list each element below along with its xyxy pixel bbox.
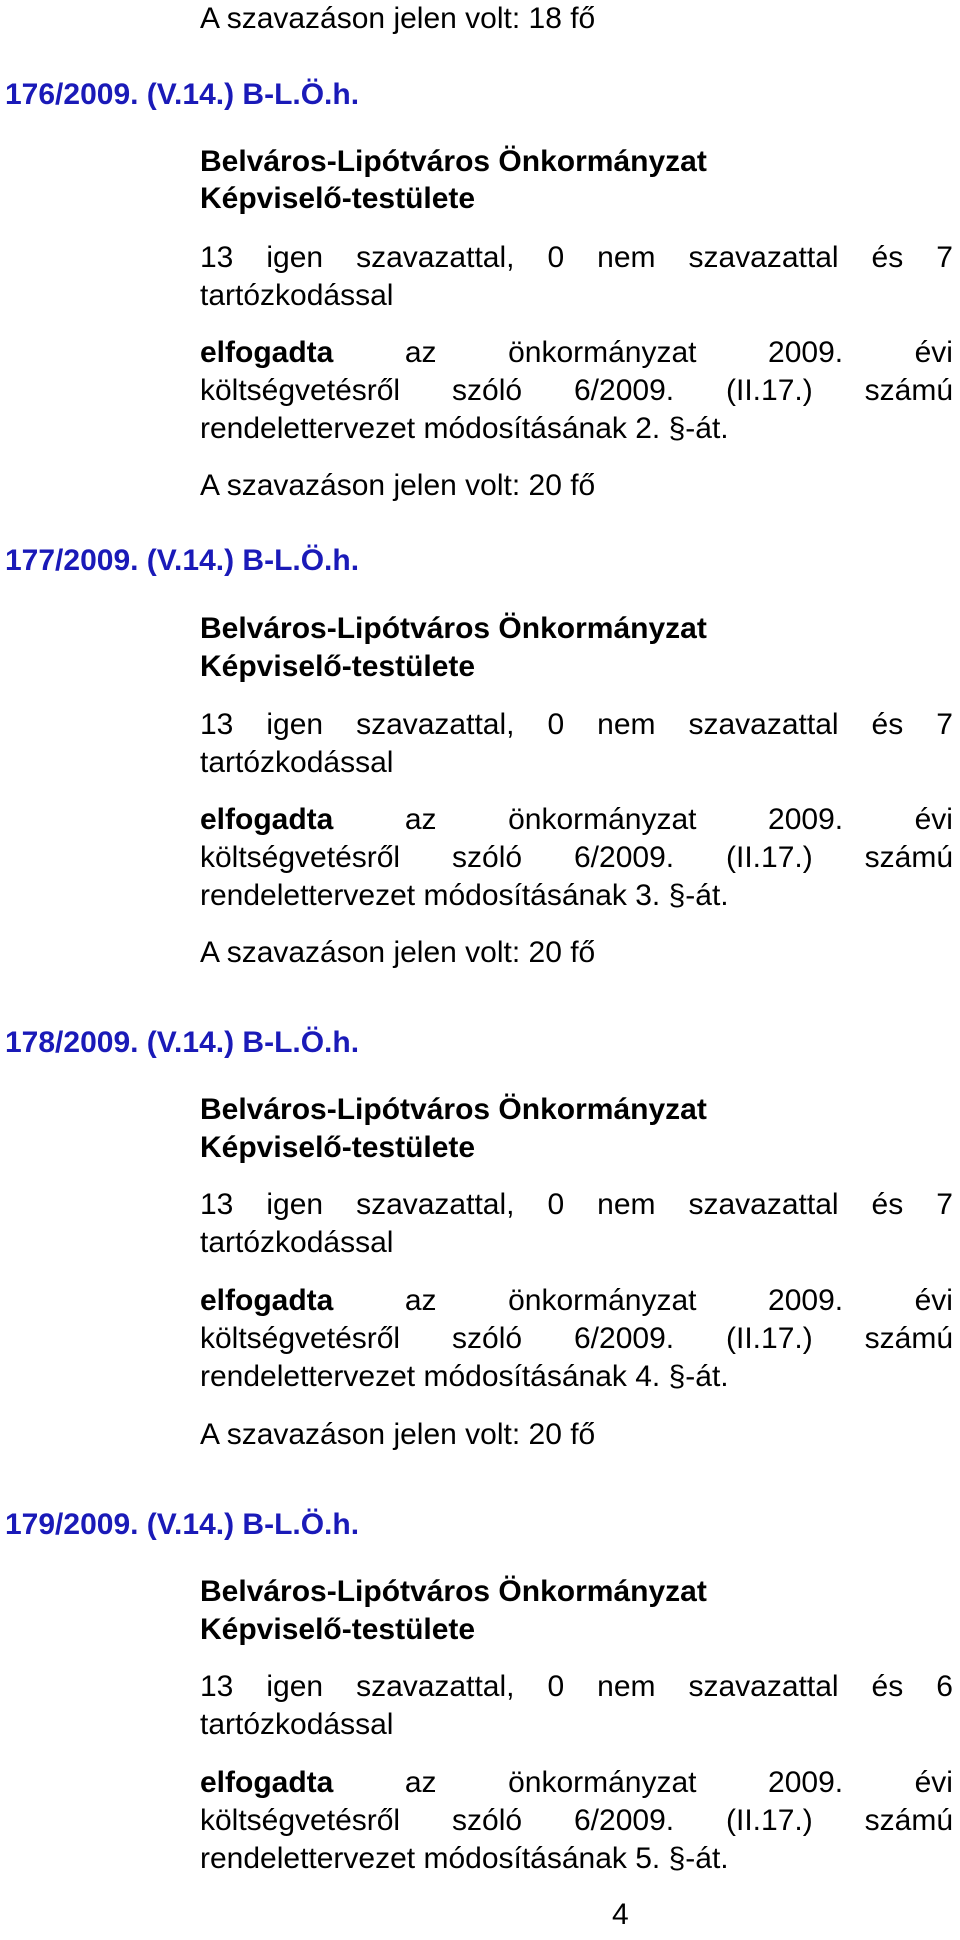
vote-result-line2: tartózkodással <box>200 279 394 312</box>
vote-result-line2: tartózkodással <box>200 1226 394 1259</box>
subject-line3: rendelettervezet módosításának 2. §-át. <box>200 412 729 445</box>
adoption-line: elfogadta az önkormányzat 2009. évi <box>200 1284 953 1317</box>
body-name-line2: Képviselő-testülete <box>200 1613 476 1646</box>
vote-result-line: 13 igen szavazattal, 0 nem szavazattal és 7 <box>200 708 953 741</box>
vote-result-line2: tartózkodással <box>200 746 394 779</box>
presence-line: A szavazáson jelen volt: 20 fő <box>200 469 596 502</box>
subject-line: költségvetésről szóló 6/2009. (II.17.) számú <box>200 1322 953 1355</box>
page-number: 4 <box>612 1898 629 1931</box>
resolution-number: 176/2009. (V.14.) B-L.Ö.h. <box>5 78 360 111</box>
subject-line3: rendelettervezet módosításának 4. §-át. <box>200 1360 729 1393</box>
resolution-number: 179/2009. (V.14.) B-L.Ö.h. <box>5 1508 360 1541</box>
adoption-line: elfogadta az önkormányzat 2009. évi <box>200 1766 953 1799</box>
resolution-number: 178/2009. (V.14.) B-L.Ö.h. <box>5 1026 360 1059</box>
body-name: Belváros-Lipótváros Önkormányzat <box>200 612 707 645</box>
subject-line: költségvetésről szóló 6/2009. (II.17.) számú <box>200 374 953 407</box>
resolution-number: 177/2009. (V.14.) B-L.Ö.h. <box>5 544 360 577</box>
body-name-line2: Képviselő-testülete <box>200 1131 476 1164</box>
subject-line: költségvetésről szóló 6/2009. (II.17.) számú <box>200 841 953 874</box>
body-name-line2: Képviselő-testülete <box>200 650 476 683</box>
presence-line: A szavazáson jelen volt: 20 fő <box>200 936 596 969</box>
body-name: Belváros-Lipótváros Önkormányzat <box>200 1093 707 1126</box>
presence-line: A szavazáson jelen volt: 20 fő <box>200 1418 596 1451</box>
body-name: Belváros-Lipótváros Önkormányzat <box>200 145 707 178</box>
subject-line3: rendelettervezet módosításának 3. §-át. <box>200 879 729 912</box>
body-name: Belváros-Lipótváros Önkormányzat <box>200 1575 707 1608</box>
vote-result-line2: tartózkodással <box>200 1708 394 1741</box>
vote-result-line: 13 igen szavazattal, 0 nem szavazattal és 6 <box>200 1670 953 1703</box>
body-name-line2: Képviselő-testülete <box>200 182 476 215</box>
adoption-line: elfogadta az önkormányzat 2009. évi <box>200 803 953 836</box>
presence-line: A szavazáson jelen volt: 18 fő <box>200 2 596 35</box>
subject-line3: rendelettervezet módosításának 5. §-át. <box>200 1842 729 1875</box>
vote-result-line: 13 igen szavazattal, 0 nem szavazattal és 7 <box>200 241 953 274</box>
vote-result-line: 13 igen szavazattal, 0 nem szavazattal és 7 <box>200 1188 953 1221</box>
subject-line: költségvetésről szóló 6/2009. (II.17.) számú <box>200 1804 953 1837</box>
adoption-line: elfogadta az önkormányzat 2009. évi <box>200 336 953 369</box>
